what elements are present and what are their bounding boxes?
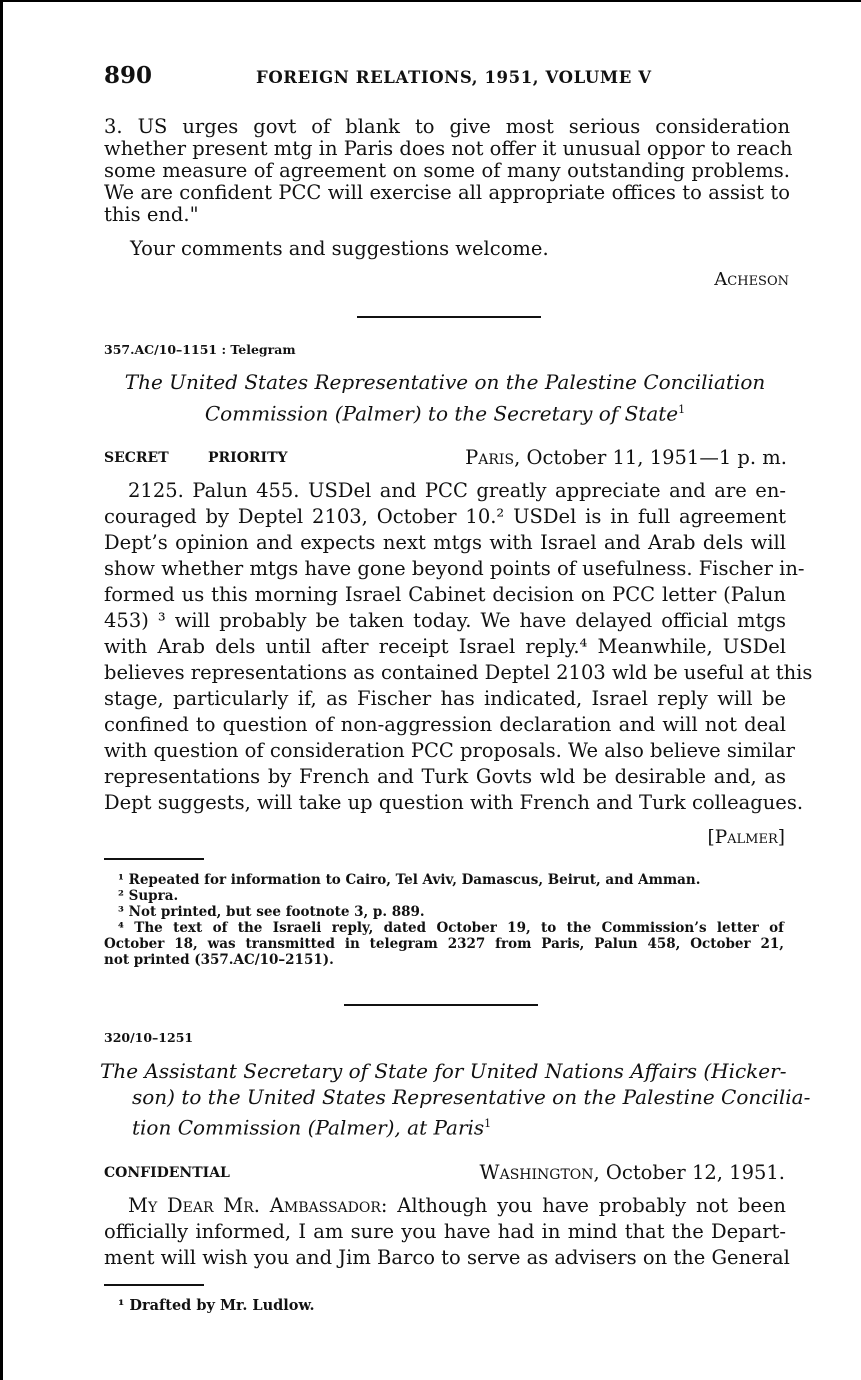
doc1-body-line-6: 453) ³ will probably be taken today. We have delayed official mtgs (104, 609, 786, 632)
doc1-body-line-10: confined to question of non-aggression declaration and will not deal (104, 713, 786, 736)
doc1-body-line-12: representations by French and Turk Govts wld be desirable and, as (104, 765, 786, 788)
doc1-title-line-2: Commission (Palmer) to the Secretary of State$^1$ (204, 401, 686, 426)
doc1-title-line-1: The United States Representative on the Palestine Conciliation (124, 370, 766, 394)
doc1-footnote-3: ³ Not printed, but see footnote 3, p. 889. (118, 904, 425, 920)
doc2-body-line-3: ment will wish you and Jim Barco to serve as advisers on the General (104, 1246, 790, 1269)
doc2-classification: CONFIDENTIAL (104, 1165, 230, 1181)
prev-paragraph-line-4: We are confident PCC will exercise all appropriate offices to assist to (104, 181, 790, 204)
doc2-footnote-1: ¹ Drafted by Mr. Ludlow. (118, 1297, 315, 1314)
prev-paragraph-line-3: some measure of agreement on some of many outstanding problems. (104, 159, 790, 182)
doc2-body-line-2: officially informed, I am sure you have had in mind that the Depart- (104, 1220, 786, 1243)
doc1-dateline: Paris, October 11, 1951—1 p. m. (465, 446, 787, 469)
section-divider (344, 1004, 538, 1006)
doc1-file-number: 357.AC/10–1151 : Telegram (104, 342, 296, 357)
prev-closing: Your comments and suggestions welcome. (130, 237, 549, 260)
doc1-footnote-1: ¹ Repeated for information to Cairo, Tel Aviv, Damascus, Beirut, and Amman. (118, 872, 701, 888)
doc1-footnote-4-cont-2: not printed (357.AC/10–2151). (104, 952, 334, 968)
doc1-body-line-13: Dept suggests, will take up question with French and Turk colleagues. (104, 791, 804, 814)
doc1-signature: [Palmer] (707, 827, 785, 848)
doc2-body-line-1: My Dear Mr. Ambassador: Although you have probably not been (128, 1194, 786, 1217)
doc2-footnote-rule (104, 1284, 204, 1286)
doc2-title-line-1: The Assistant Secretary of State for United Nations Affairs (Hicker- (100, 1059, 787, 1083)
doc1-footnote-2: ² Supra. (118, 888, 179, 904)
doc1-classification: SECRET (104, 450, 169, 466)
doc2-title-line-3: tion Commission (Palmer), at Paris$^1$ (132, 1115, 492, 1140)
doc1-body-line-8: believes representations as contained Deptel 2103 wld be useful at this (104, 661, 813, 684)
prev-paragraph-line-5: this end." (104, 203, 199, 226)
prev-paragraph-line-2: whether present mtg in Paris does not offer it unusual oppor to reach (104, 137, 793, 160)
running-title: FOREIGN RELATIONS, 1951, VOLUME V (256, 68, 652, 87)
doc1-body-line-5: formed us this morning Israel Cabinet decision on PCC letter (Palun (104, 583, 786, 606)
prev-signature: Acheson (714, 269, 789, 290)
page-number: 890 (104, 62, 153, 89)
doc1-footnote-4: ⁴ The text of the Israeli reply, dated October 19, to the Commission’s letter of (118, 920, 784, 936)
doc1-body-line-11: with question of consideration PCC proposals. We also believe similar (104, 739, 795, 762)
doc2-salutation: My Dear Mr. Ambassador: (128, 1194, 388, 1217)
doc1-footnote-rule (104, 858, 204, 860)
section-divider (357, 316, 541, 318)
doc1-body-line-1: 2125. Palun 455. USDel and PCC greatly appreciate and are en- (128, 479, 786, 502)
doc2-file-number: 320/10–1251 (104, 1030, 194, 1045)
doc2-dateline: Washington, October 12, 1951. (479, 1161, 785, 1184)
prev-paragraph-line-1: 3. US urges govt of blank to give most serious consideration (104, 115, 790, 138)
doc1-body-line-4: show whether mtgs have gone beyond points of usefulness. Fischer in- (104, 557, 805, 580)
doc1-priority: PRIORITY (208, 450, 288, 466)
doc1-body-line-7: with Arab dels until after receipt Israel reply.⁴ Meanwhile, USDel (104, 635, 786, 658)
doc2-title-line-2: son) to the United States Representative on the Palestine Concilia- (132, 1085, 811, 1109)
doc1-body-line-3: Dept’s opinion and expects next mtgs with Israel and Arab dels will (104, 531, 786, 554)
doc1-footnote-4-cont-1: October 18, was transmitted in telegram 2327 from Paris, Palun 458, October 21, (104, 936, 784, 952)
doc1-body-line-9: stage, particularly if, as Fischer has indicated, Israel reply will be (104, 687, 786, 710)
doc1-body-line-2: couraged by Deptel 2103, October 10.² USDel is in full agreement (104, 505, 786, 528)
